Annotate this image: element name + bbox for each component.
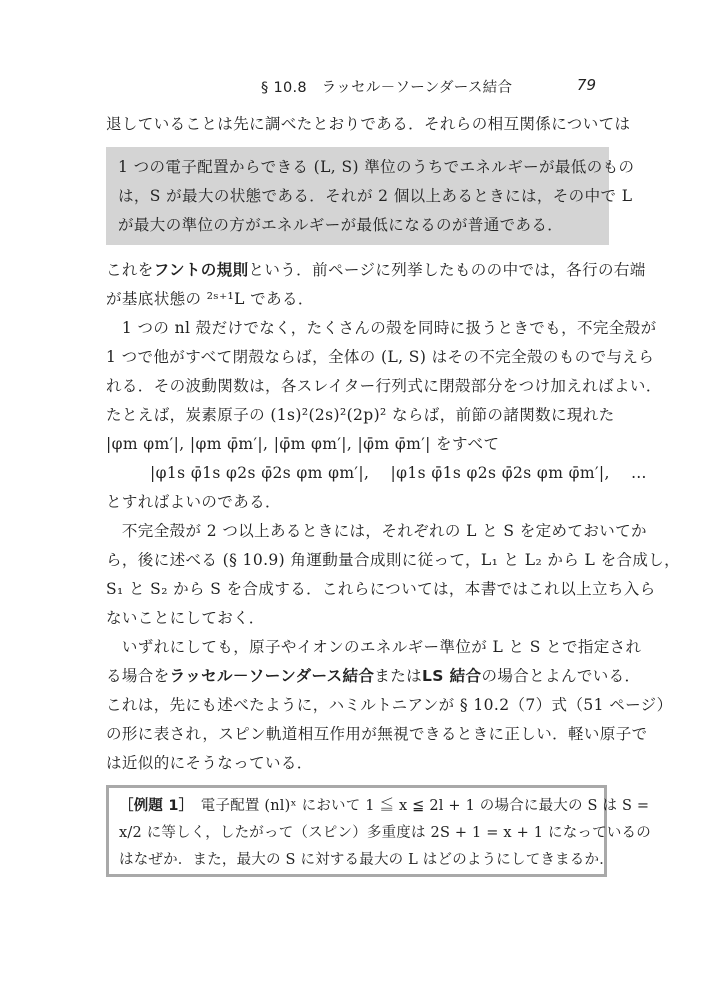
body-line: は近似的にそうなっている． (106, 754, 313, 772)
text-run: これを (106, 261, 154, 279)
highlight-box (106, 147, 635, 245)
body-line: 1 つの nl 殻だけでなく，たくさんの殻を同時に扱うときでも，不完全殻が (106, 319, 657, 337)
body-line: ないことにしておく． (106, 609, 265, 627)
body-line (106, 665, 640, 687)
text-run: という．前ページに列挙したものの中では，各行の右端 (248, 261, 646, 279)
body-line: とすればよいのである． (106, 493, 281, 511)
box-line: が最大の準位の方がエネルギーが最低になるのが普通である． (118, 216, 564, 234)
body-line: 不完全殻が 2 つ以上あるときには，それぞれの L と S を定めておいてか (106, 522, 647, 540)
text-run: の場合とよんでいる． (481, 667, 641, 685)
body-line: |φm φm′|, |φm φ̄m′|, |φ̄m φm′|, |φ̄m φ̄m′| をすべて (106, 435, 500, 453)
term-ls-coupling: LS 結合 (422, 667, 482, 685)
body-line: たとえば，炭素原子の (1s)²(2s)²(2p)² ならば，前節の諸関数に現れた (106, 406, 615, 424)
body-line: が基底状態の ²ˢ⁺¹L である． (106, 290, 314, 308)
box-line: は，S が最大の状態である．それが 2 個以上あるときには，その中で L (118, 187, 633, 205)
text-run: 電子配置 (nl)ˣ において 1 ≦ x ≦ 2l + 1 の場合に最大の S は S = (186, 798, 650, 814)
text-run: または (374, 667, 422, 685)
body-line: いずれにしても，原子やイオンのエネルギー準位が L と S とで指定され (106, 638, 642, 656)
example-line (119, 794, 649, 815)
text-run: る場合を (106, 667, 170, 685)
page-number: 79 (576, 76, 596, 94)
body-line: これは，先にも述べたように，ハミルトニアンが § 10.2（7）式（51 ページ） (106, 696, 673, 714)
example-box (106, 785, 651, 877)
body-line: れる．その波動関数は，各スレイター行列式に閉殻部分をつけ加えればよい． (106, 377, 662, 395)
page-header (106, 76, 596, 100)
example-line: x/2 に等しく，したがって（スピン）多重度は 2S + 1 = x + 1 になっているの (119, 825, 651, 841)
body-line: ら，後に述べる (§ 10.9) 角運動量合成則に従って，L₁ と L₂ から L を合成し， (106, 551, 681, 569)
example-line: はなぜか．また，最大の S に対する最大の L はどのようにしてきまるか． (119, 852, 614, 868)
example-label: ［例題 1］ (119, 798, 187, 814)
equation-line: |φ1s φ̄1s φ2s φ̄2s φm φm′|, |φ1s φ̄1s φ2s φ̄2s φm φ̄m′|, … (150, 464, 647, 482)
term-hund-rule: フントの規則 (153, 261, 249, 279)
body-line (106, 259, 646, 281)
section-title: § 10.8 ラッセル－ソーンダース結合 (261, 80, 513, 96)
body-line: 退していることは先に調べたとおりである．それらの相互関係については (106, 115, 631, 133)
term-russell-saunders: ラッセル－ソーンダース結合 (169, 667, 375, 685)
body-line: S₁ と S₂ から S を合成する．これらについては，本書ではこれ以上立ち入ら (106, 580, 656, 598)
box-line: 1 つの電子配置からできる (L, S) 準位のうちでエネルギーが最低のもの (118, 158, 635, 176)
body-line: の形に表され，スピン軌道相互作用が無視できるときに正しい．軽い原子で (106, 725, 648, 743)
body-line: 1 つで他がすべて閉殻ならば，全体の (L, S) はその不完全殻のもので与えら (106, 348, 655, 366)
